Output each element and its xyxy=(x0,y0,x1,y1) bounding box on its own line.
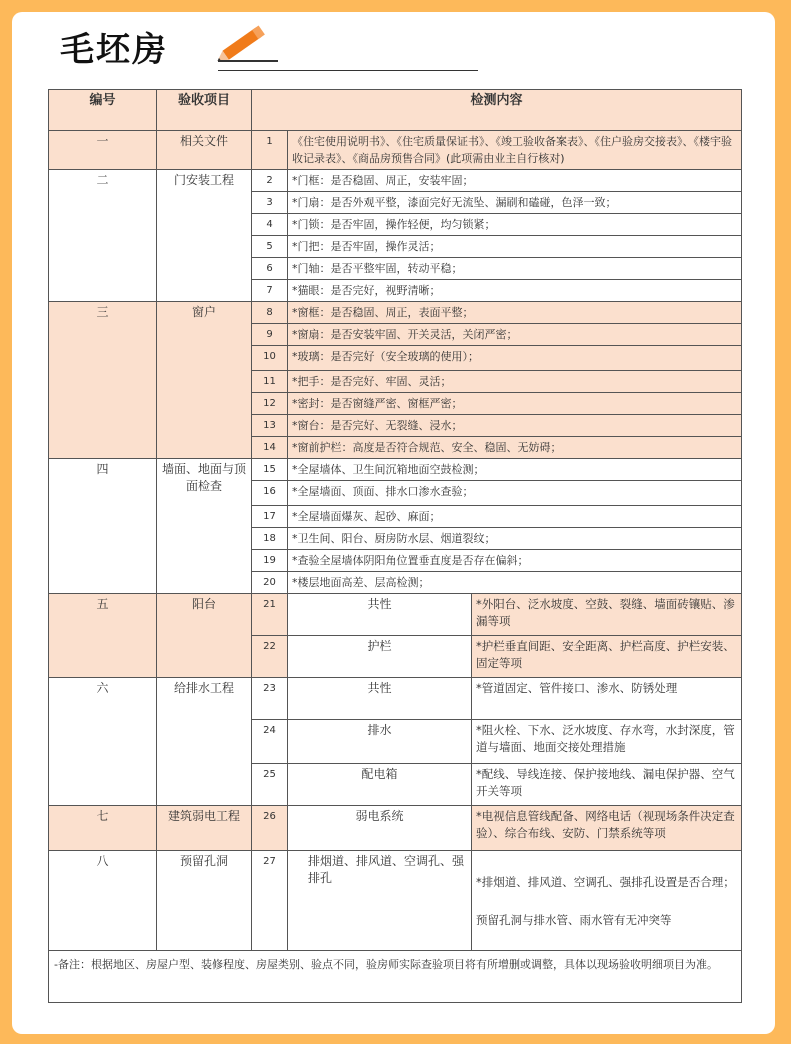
sub-item: 配电箱 xyxy=(288,764,472,806)
table-row xyxy=(49,806,742,851)
sub-item: 护栏 xyxy=(288,636,472,678)
check-content: *全屋墙面、顶面、排水口渗水查验； xyxy=(288,481,742,506)
row-number: 6 xyxy=(252,258,288,280)
table-row xyxy=(49,302,742,324)
check-content: *密封：是否窗缝严密、窗框严密； xyxy=(288,393,742,415)
section-no: 六 xyxy=(49,678,157,806)
check-content: *配线、导线连接、保护接地线、漏电保护器、空气开关等项 xyxy=(472,764,742,806)
inspection-table-wrap xyxy=(48,89,741,1003)
row-number: 20 xyxy=(252,572,288,594)
row-number: 19 xyxy=(252,550,288,572)
check-content: *窗框：是否稳固、周正，表面平整； xyxy=(288,302,742,324)
check-content: *门扇：是否外观平整，漆面完好无流坠、漏刷和磕碰，色泽一致； xyxy=(288,192,742,214)
section-name: 预留孔洞 xyxy=(157,851,252,951)
row-number: 15 xyxy=(252,459,288,481)
row-number: 23 xyxy=(252,678,288,720)
section-name: 给排水工程 xyxy=(157,678,252,806)
check-content: *外阳台、泛水坡度、空鼓、裂缝、墙面砖镶贴、渗漏等项 xyxy=(472,594,742,636)
section-no: 五 xyxy=(49,594,157,678)
row-number: 27 xyxy=(252,851,288,951)
check-content: *门锁：是否牢固，操作轻便，均匀锁紧； xyxy=(288,214,742,236)
row-number: 10 xyxy=(252,346,288,371)
table-row xyxy=(49,170,742,192)
header-content: 检测内容 xyxy=(252,90,742,131)
check-content: *卫生间、阳台、厨房防水层、烟道裂纹； xyxy=(288,528,742,550)
row-number: 22 xyxy=(252,636,288,678)
check-content: *把手：是否完好、牢固、灵活； xyxy=(288,371,742,393)
section-name: 建筑弱电工程 xyxy=(157,806,252,851)
table-row xyxy=(49,851,742,951)
section-name: 窗户 xyxy=(157,302,252,459)
check-content: *电视信息管线配备、网络电话（视现场条件决定查验）、综合布线、安防、门禁系统等项 xyxy=(472,806,742,851)
row-number: 1 xyxy=(252,131,288,170)
check-content: *玻璃：是否完好（安全玻璃的使用）； xyxy=(288,346,742,371)
check-content: *门框：是否稳固、周正，安装牢固； xyxy=(288,170,742,192)
section-name: 墙面、地面与顶面检查 xyxy=(157,459,252,594)
check-content: *查验全屋墙体阴阳角位置垂直度是否存在偏斜； xyxy=(288,550,742,572)
check-content: *阻火栓、下水、泛水坡度、存水弯，水封深度，管道与墙面、地面交接处理措施 xyxy=(472,720,742,764)
sub-item: 弱电系统 xyxy=(288,806,472,851)
section-no: 七 xyxy=(49,806,157,851)
row-number: 7 xyxy=(252,280,288,302)
row-number: 16 xyxy=(252,481,288,506)
row-number: 21 xyxy=(252,594,288,636)
row-number: 11 xyxy=(252,371,288,393)
check-content: *护栏垂直间距、安全距离、护栏高度、护栏安装、固定等项 xyxy=(472,636,742,678)
sub-item: 排烟道、排风道、空调孔、强排孔 xyxy=(288,851,472,951)
table-row xyxy=(49,678,742,720)
section-no: 三 xyxy=(49,302,157,459)
section-name: 相关文件 xyxy=(157,131,252,170)
table-body xyxy=(49,90,742,1003)
table-row xyxy=(49,459,742,481)
check-content: *全屋墙体、卫生间沉箱地面空鼓检测； xyxy=(288,459,742,481)
section-no: 二 xyxy=(49,170,157,302)
check-content: *窗前护栏：高度是否符合规范、安全、稳固、无妨碍； xyxy=(288,437,742,459)
title-underline xyxy=(218,60,278,62)
check-content: *管道固定、管件接口、渗水、防锈处理 xyxy=(472,678,742,720)
check-content: *窗台：是否完好、无裂缝、浸水； xyxy=(288,415,742,437)
row-number: 14 xyxy=(252,437,288,459)
row-number: 12 xyxy=(252,393,288,415)
row-number: 17 xyxy=(252,506,288,528)
check-content: *门把：是否牢固，操作灵活； xyxy=(288,236,742,258)
page-title: 毛坯房 xyxy=(60,30,168,70)
sub-item: 共性 xyxy=(288,678,472,720)
row-number: 4 xyxy=(252,214,288,236)
section-no: 四 xyxy=(49,459,157,594)
row-number: 18 xyxy=(252,528,288,550)
table-row xyxy=(49,131,742,170)
note-text: -备注：根据地区、房屋户型、装修程度、房屋类别、验点不同，验房师实际查验项目将有所增删或调整，具体以现场验收明细项目为准。 xyxy=(49,951,742,1003)
table-row xyxy=(49,594,742,636)
header-no: 编号 xyxy=(49,90,157,131)
title-underline-long xyxy=(218,70,478,71)
section-name: 阳台 xyxy=(157,594,252,678)
section-name: 门安装工程 xyxy=(157,170,252,302)
table-header-row xyxy=(49,90,742,131)
check-content: 《住宅使用说明书》、《住宅质量保证书》、《竣工验收备案表》、《住户验房交接表》、《楼宇验收记录表》、《商品房预售合同》(此项需由业主自行核对) xyxy=(288,131,742,170)
row-number: 2 xyxy=(252,170,288,192)
section-no: 一 xyxy=(49,131,157,170)
check-content: *门轴：是否平整牢固，转动平稳； xyxy=(288,258,742,280)
row-number: 8 xyxy=(252,302,288,324)
check-content: *排烟道、排风道、空调孔、强排孔设置是否合理；预留孔洞与排水管、雨水管有无冲突等 xyxy=(472,851,742,951)
check-content: *全屋墙面爆灰、起砂、麻面； xyxy=(288,506,742,528)
inspection-table xyxy=(48,89,742,1003)
sub-item: 共性 xyxy=(288,594,472,636)
row-number: 24 xyxy=(252,720,288,764)
note-row xyxy=(49,951,742,1003)
check-content: *猫眼：是否完好，视野清晰； xyxy=(288,280,742,302)
section-no: 八 xyxy=(49,851,157,951)
check-content: *楼层地面高差、层高检测； xyxy=(288,572,742,594)
row-number: 13 xyxy=(252,415,288,437)
row-number: 3 xyxy=(252,192,288,214)
row-number: 26 xyxy=(252,806,288,851)
header-item: 验收项目 xyxy=(157,90,252,131)
sub-item: 排水 xyxy=(288,720,472,764)
row-number: 5 xyxy=(252,236,288,258)
row-number: 9 xyxy=(252,324,288,346)
check-content: *窗扇：是否安装牢固、开关灵活，关闭严密； xyxy=(288,324,742,346)
row-number: 25 xyxy=(252,764,288,806)
